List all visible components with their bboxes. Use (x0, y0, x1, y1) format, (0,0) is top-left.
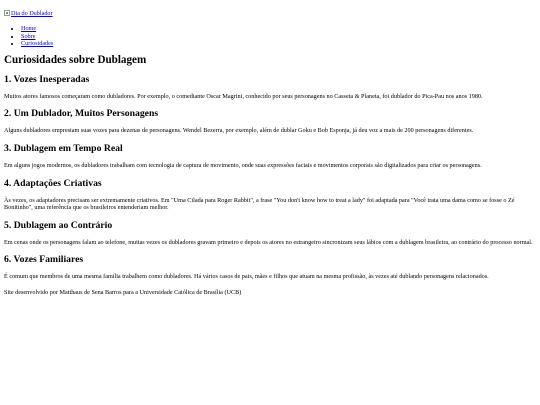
section-heading: 3. Dublagem em Tempo Real (4, 142, 123, 154)
main-nav (4, 25, 536, 48)
curiosity-section-2 (4, 108, 536, 135)
section-text: Muitos atores famosos começaram como dubladores. Por exemplo, o comediante Oscar Magrini, conhecido por seus personagens no Casseta & Planeta, foi dublador do Pica-Pau nos anos 1980. (4, 92, 483, 100)
section-heading: 4. Adaptações Criativas (4, 177, 102, 189)
nav-link-sobre[interactable]: Sobre (21, 32, 36, 40)
footer-text: Site desenvolvido por Matthaus de Sena Barros para a Universidade Católica de Brasília (UCB) (4, 288, 242, 296)
nav-link-home[interactable]: Home (21, 25, 37, 32)
curiosity-section-1 (4, 74, 536, 101)
curiosity-section-5 (4, 220, 536, 247)
site-header (4, 3, 536, 21)
section-text: É comum que membros de uma mesma família trabalhem como dubladores. Há vários casos de pais, mães e filhos que atuam na mesma profissão, às vezes até dublando personagens relacionados. (4, 273, 489, 281)
section-heading: 1. Vozes Inesperadas (4, 73, 90, 85)
section-heading: 2. Um Dublador, Muitos Personagens (4, 108, 159, 120)
main-content (4, 54, 536, 281)
broken-image-icon (4, 10, 10, 16)
curiosity-section-4 (4, 178, 536, 212)
section-text: Alguns dubladores emprestam suas vozes para dezenas de personagens. Wendel Bezerra, por exemplo, além de dublar Goku e Bob Esponja, já deu voz a mais de 200 personagens diferentes. (4, 127, 474, 135)
section-text: Às vezes, os adaptadores precisam ser extremamente criativos. Em "Uma Cilada para Roger Rabbit", a frase "You don't know how to treat a lady" foi adaptada para "Você trata uma dama como se fosse o Zé Bonitinho", uma referência que os brasileiros entenderiam melhor. (4, 196, 515, 212)
curiosity-section-3 (4, 143, 536, 170)
section-heading: 5. Dublagem ao Contrário (4, 219, 113, 231)
page-title: Curiosidades sobre Dublagem (4, 53, 147, 66)
section-text: Em alguns jogos modernos, os dubladores trabalham com tecnologia de captura de movimento, onde suas expressões faciais e movimentos corporais são digitalizados para criar os personagens. (4, 161, 482, 169)
site-footer (4, 289, 536, 297)
section-heading: 6. Vozes Familiares (4, 254, 84, 266)
nav-list (4, 25, 536, 48)
nav-item-home (21, 25, 536, 33)
nav-item-curiosidades (21, 40, 536, 48)
nav-link-curiosidades[interactable]: Curiosidades (21, 40, 54, 48)
section-text: Em cenas onde os personagens falam ao telefone, muitas vezes os dubladores gravam primeiro e depois os atores no estrangeiro sincronizam seus lábios com a dublagem brasileira, ao contrário do processo normal. (4, 238, 533, 246)
logo-alt-text: Dia do Dublador (11, 9, 53, 17)
curiosity-section-6 (4, 254, 536, 281)
logo-link[interactable] (4, 10, 53, 17)
nav-item-sobre (21, 33, 536, 41)
